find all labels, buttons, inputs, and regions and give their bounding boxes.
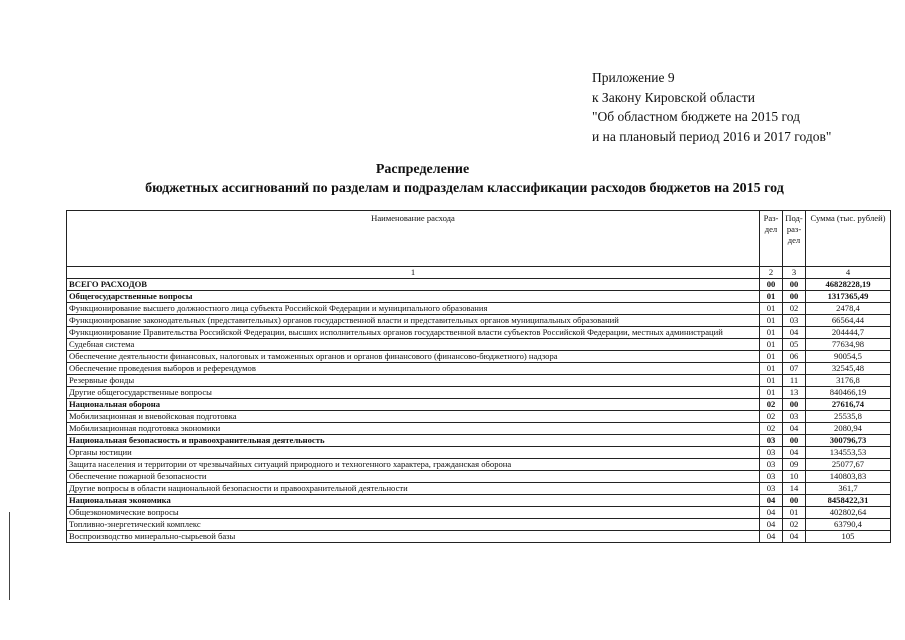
amount-cell: 300796,73 bbox=[806, 435, 891, 447]
expense-name-cell: Судебная система bbox=[67, 339, 760, 351]
column-number: 3 bbox=[783, 267, 806, 279]
subsection-code-cell: 05 bbox=[783, 339, 806, 351]
document-subtitle: бюджетных ассигнований по разделам и подразделам классификации расходов бюджетов на 2015 год bbox=[145, 181, 784, 196]
section-code-cell: 02 bbox=[760, 399, 783, 411]
table-header-row bbox=[67, 211, 891, 267]
amount-cell: 25535,8 bbox=[806, 411, 891, 423]
section-code-cell: 01 bbox=[760, 303, 783, 315]
expense-name-cell: ВСЕГО РАСХОДОВ bbox=[67, 279, 760, 291]
expense-name-cell: Обеспечение проведения выборов и референдумов bbox=[67, 363, 760, 375]
expense-name-cell: Мобилизационная подготовка экономики bbox=[67, 423, 760, 435]
table-row bbox=[67, 303, 891, 315]
amount-cell: 105 bbox=[806, 531, 891, 543]
header-sum: Сумма (тыс. рублей) bbox=[806, 211, 891, 267]
subsection-code-cell: 03 bbox=[783, 411, 806, 423]
section-code-cell: 02 bbox=[760, 411, 783, 423]
expense-name-cell: Резервные фонды bbox=[67, 375, 760, 387]
section-code-cell: 01 bbox=[760, 339, 783, 351]
appendix-line-2: к Закону Кировской области bbox=[592, 89, 756, 105]
amount-cell: 27616,74 bbox=[806, 399, 891, 411]
document-title: Распределение bbox=[375, 162, 470, 177]
expense-name-cell: Общегосударственные вопросы bbox=[67, 291, 760, 303]
table-row bbox=[67, 519, 891, 531]
section-code-cell: 01 bbox=[760, 375, 783, 387]
table-row bbox=[67, 363, 891, 375]
column-number-row bbox=[67, 267, 891, 279]
subsection-code-cell: 06 bbox=[783, 351, 806, 363]
budget-table bbox=[66, 210, 891, 543]
amount-cell: 361,7 bbox=[806, 483, 891, 495]
subsection-code-cell: 02 bbox=[783, 303, 806, 315]
table-row bbox=[67, 399, 891, 411]
table-row bbox=[67, 447, 891, 459]
section-code-cell: 03 bbox=[760, 471, 783, 483]
subsection-code-cell: 00 bbox=[783, 399, 806, 411]
amount-cell: 140803,83 bbox=[806, 471, 891, 483]
table-row bbox=[67, 279, 891, 291]
expense-name-cell: Органы юстиции bbox=[67, 447, 760, 459]
subsection-code-cell: 04 bbox=[783, 447, 806, 459]
amount-cell: 63790,4 bbox=[806, 519, 891, 531]
table-row bbox=[67, 339, 891, 351]
subsection-code-cell: 11 bbox=[783, 375, 806, 387]
expense-name-cell: Обеспечение пожарной безопасности bbox=[67, 471, 760, 483]
amount-cell: 204444,7 bbox=[806, 327, 891, 339]
table-row bbox=[67, 459, 891, 471]
subsection-code-cell: 01 bbox=[783, 507, 806, 519]
amount-cell: 66564,44 bbox=[806, 315, 891, 327]
amount-cell: 2080,94 bbox=[806, 423, 891, 435]
subsection-code-cell: 10 bbox=[783, 471, 806, 483]
amount-cell: 46828228,19 bbox=[806, 279, 891, 291]
expense-name-cell: Общеэкономические вопросы bbox=[67, 507, 760, 519]
table-row bbox=[67, 375, 891, 387]
expense-name-cell: Национальная оборона bbox=[67, 399, 760, 411]
amount-cell: 840466,19 bbox=[806, 387, 891, 399]
appendix-line-1: Приложение 9 bbox=[592, 70, 675, 85]
table-row bbox=[67, 495, 891, 507]
amount-cell: 2478,4 bbox=[806, 303, 891, 315]
column-number: 2 bbox=[760, 267, 783, 279]
table-row bbox=[67, 411, 891, 423]
amount-cell: 134553,53 bbox=[806, 447, 891, 459]
amount-cell: 3176,8 bbox=[806, 375, 891, 387]
header-section: Раз-дел bbox=[760, 211, 783, 267]
expense-name-cell: Другие общегосударственные вопросы bbox=[67, 387, 760, 399]
subsection-code-cell: 00 bbox=[783, 279, 806, 291]
header-subsection: Под-раз-дел bbox=[783, 211, 806, 267]
expense-name-cell: Топливно-энергетический комплекс bbox=[67, 519, 760, 531]
subsection-code-cell: 09 bbox=[783, 459, 806, 471]
section-code-cell: 03 bbox=[760, 459, 783, 471]
section-code-cell: 03 bbox=[760, 435, 783, 447]
section-code-cell: 01 bbox=[760, 387, 783, 399]
subsection-code-cell: 14 bbox=[783, 483, 806, 495]
table-row bbox=[67, 507, 891, 519]
expense-name-cell: Функционирование законодательных (представительных) органов государственной власти и представительных органов муниципальных образований bbox=[67, 315, 760, 327]
table-row bbox=[67, 291, 891, 303]
amount-cell: 8458422,31 bbox=[806, 495, 891, 507]
subsection-code-cell: 03 bbox=[783, 315, 806, 327]
section-code-cell: 00 bbox=[760, 279, 783, 291]
column-number: 4 bbox=[806, 267, 891, 279]
table-row bbox=[67, 435, 891, 447]
table-row bbox=[67, 315, 891, 327]
scan-margin-line bbox=[9, 512, 10, 600]
amount-cell: 402802,64 bbox=[806, 507, 891, 519]
section-code-cell: 01 bbox=[760, 363, 783, 375]
section-code-cell: 04 bbox=[760, 495, 783, 507]
subsection-code-cell: 07 bbox=[783, 363, 806, 375]
expense-name-cell: Обеспечение деятельности финансовых, налоговых и таможенных органов и органов финансового (финансово-бюджетного) надзора bbox=[67, 351, 760, 363]
expense-name-cell: Защита населения и территории от чрезвычайных ситуаций природного и техногенного характера, гражданская оборона bbox=[67, 459, 760, 471]
section-code-cell: 04 bbox=[760, 507, 783, 519]
expense-name-cell: Функционирование высшего должностного лица субъекта Российской Федерации и муниципального образования bbox=[67, 303, 760, 315]
amount-cell: 1317365,49 bbox=[806, 291, 891, 303]
table-body bbox=[67, 279, 891, 543]
expense-name-cell: Другие вопросы в области национальной безопасности и правоохранительной деятельности bbox=[67, 483, 760, 495]
table-row bbox=[67, 531, 891, 543]
table-row bbox=[67, 387, 891, 399]
table-row bbox=[67, 423, 891, 435]
section-code-cell: 01 bbox=[760, 327, 783, 339]
subsection-code-cell: 00 bbox=[783, 435, 806, 447]
subsection-code-cell: 00 bbox=[783, 495, 806, 507]
subsection-code-cell: 13 bbox=[783, 387, 806, 399]
column-number: 1 bbox=[67, 267, 760, 279]
table-row bbox=[67, 327, 891, 339]
expense-name-cell: Мобилизационная и вневойсковая подготовка bbox=[67, 411, 760, 423]
table-row bbox=[67, 351, 891, 363]
expense-name-cell: Национальная безопасность и правоохранительная деятельность bbox=[67, 435, 760, 447]
appendix-line-4: и на плановый период 2016 и 2017 годов" bbox=[592, 128, 832, 144]
section-code-cell: 01 bbox=[760, 291, 783, 303]
section-code-cell: 04 bbox=[760, 519, 783, 531]
section-code-cell: 03 bbox=[760, 483, 783, 495]
section-code-cell: 04 bbox=[760, 531, 783, 543]
expense-name-cell: Функционирование Правительства Российской Федерации, высших исполнительных органов государственной власти субъектов Российской Федерации, местных администраций bbox=[67, 327, 760, 339]
header-name: Наименование расхода bbox=[67, 211, 760, 267]
amount-cell: 32545,48 bbox=[806, 363, 891, 375]
appendix-header bbox=[592, 68, 831, 146]
section-code-cell: 01 bbox=[760, 351, 783, 363]
expense-name-cell: Воспроизводство минерально-сырьевой базы bbox=[67, 531, 760, 543]
subsection-code-cell: 02 bbox=[783, 519, 806, 531]
table-row bbox=[67, 471, 891, 483]
subsection-code-cell: 00 bbox=[783, 291, 806, 303]
subsection-code-cell: 04 bbox=[783, 423, 806, 435]
section-code-cell: 01 bbox=[760, 315, 783, 327]
appendix-line-3: "Об областном бюджете на 2015 год bbox=[592, 109, 800, 124]
subsection-code-cell: 04 bbox=[783, 327, 806, 339]
amount-cell: 25077,67 bbox=[806, 459, 891, 471]
table-row bbox=[67, 483, 891, 495]
expense-name-cell: Национальная экономика bbox=[67, 495, 760, 507]
section-code-cell: 03 bbox=[760, 447, 783, 459]
amount-cell: 90054,5 bbox=[806, 351, 891, 363]
section-code-cell: 02 bbox=[760, 423, 783, 435]
subsection-code-cell: 04 bbox=[783, 531, 806, 543]
amount-cell: 77634,98 bbox=[806, 339, 891, 351]
